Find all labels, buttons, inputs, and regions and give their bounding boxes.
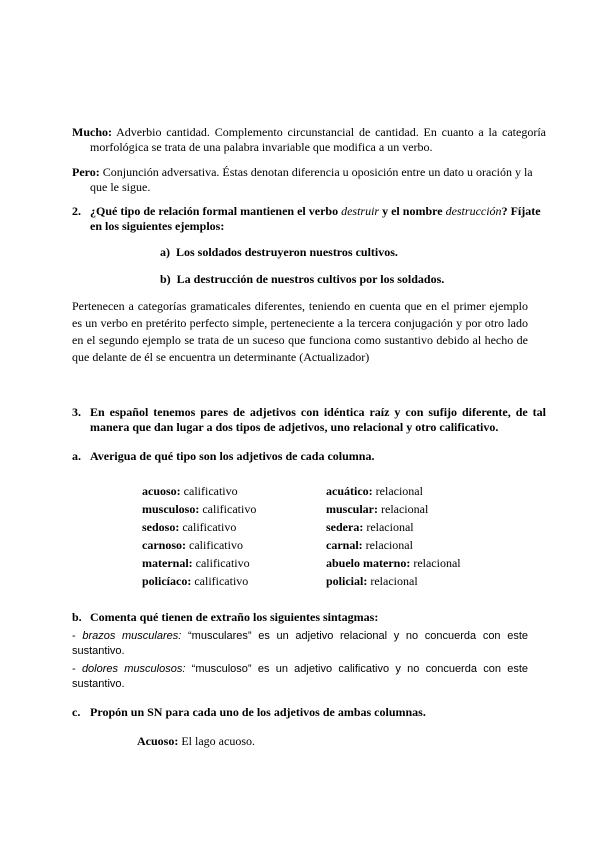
part-c-heading: [72, 705, 426, 720]
adjective-word: sedoso:: [142, 520, 180, 534]
adjective-right: [326, 484, 496, 499]
adjective-type: relacional: [381, 502, 429, 516]
definition-mucho-text: Adverbio cantidad. Complemento circunstancial de cantidad. En cuanto a la categoría morfológica se trata de una palabra invariable que modifica a un verbo.: [90, 125, 546, 154]
part-c-text: Propón un SN para cada uno de los adjetivos de ambas columnas.: [90, 705, 426, 719]
adjective-type: calificativo: [202, 502, 257, 516]
word-destruir: destruir: [341, 204, 380, 218]
part-a-heading: [72, 449, 374, 464]
adjective-word: policíaco:: [142, 574, 192, 588]
word-destruccion: destrucción: [445, 204, 502, 218]
question-3-number: 3.: [72, 405, 81, 419]
adjective-right: [326, 556, 496, 571]
adjective-type: calificativo: [194, 574, 249, 588]
adjective-word: carnal:: [326, 538, 363, 552]
example-a: [160, 245, 398, 260]
part-b-heading: [72, 610, 378, 625]
adjective-word: acuoso:: [142, 484, 181, 498]
question-2-answer: Pertenecen a categorías gramaticales diferentes, teniendo en cuenta que en el primer ejemplo es un verbo en pretérito perfecto simple, perteneciente a la tercera conjugación y por otro lado en el segundo ejemplo se trata de un suceso que funciona como sustantivo debido al hecho de que delante de él se encuentra un determinante (Actualizador): [72, 299, 528, 364]
term-mucho: Mucho:: [72, 125, 112, 139]
adjective-type: relacional: [366, 520, 414, 534]
adjective-left: [142, 556, 326, 571]
adjective-left: [142, 520, 326, 535]
question-3: [72, 405, 546, 435]
part-b-item-1-text: “musculares” es un adjetivo relacional y no concuerda con este sustantivo.: [72, 630, 529, 657]
part-c-example-text: El lago acuoso.: [181, 734, 255, 748]
adjective-type: calificativo: [189, 538, 243, 552]
example-b-label: b): [160, 272, 171, 286]
adjective-type: relacional: [365, 538, 413, 552]
part-b-item-2: [72, 662, 528, 692]
adjective-type: calificativo: [183, 484, 238, 498]
part-b-label: b.: [72, 610, 82, 624]
adjective-word: maternal:: [142, 556, 193, 570]
list-dash: -: [72, 630, 76, 642]
part-a-text: Averigua de qué tipo son los adjetivos de cada columna.: [90, 449, 375, 463]
adjective-type: relacional: [413, 556, 461, 570]
adjective-word: carnoso:: [142, 538, 186, 552]
question-2-text-c: ? Fíjate en los siguientes ejemplos:: [90, 204, 541, 233]
adjective-word: acuático:: [326, 484, 373, 498]
example-b-text: La destrucción de nuestros cultivos por los soldados.: [176, 272, 445, 286]
adjective-left: [142, 484, 326, 499]
part-c-example-word: Acuoso:: [137, 734, 179, 748]
adjective-word: sedera:: [326, 520, 364, 534]
adjective-type: relacional: [370, 574, 418, 588]
definition-pero: [72, 165, 550, 195]
example-a-text: Los soldados destruyeron nuestros cultivos.: [176, 245, 398, 259]
adjective-right: [326, 520, 496, 535]
adjective-word: policial:: [326, 574, 368, 588]
question-2-text-b: y el nombre: [382, 204, 443, 218]
phrase-brazos-musculares: brazos musculares:: [82, 630, 182, 642]
phrase-dolores-musculosos: dolores musculosos:: [81, 663, 186, 675]
example-a-label: a): [160, 245, 170, 259]
list-dash: -: [72, 663, 76, 675]
example-b: [160, 272, 444, 287]
adjective-type: calificativo: [195, 556, 250, 570]
term-pero: Pero:: [72, 165, 100, 179]
adjective-left: [142, 538, 326, 553]
question-2-number: 2.: [72, 204, 81, 218]
adjective-right: [326, 502, 496, 517]
part-a-label: a.: [72, 449, 81, 463]
adjective-type: calificativo: [182, 520, 237, 534]
part-b-item-1: [72, 629, 528, 659]
adjective-right: [326, 574, 496, 589]
question-3-text: En español tenemos pares de adjetivos con idéntica raíz y con sufijo diferente, de tal manera que dan lugar a dos tipos de adjetivos, uno relacional y otro calificativo.: [90, 405, 546, 434]
adjective-word: muscular:: [326, 502, 378, 516]
adjective-word: musculoso:: [142, 502, 200, 516]
adjective-right: [326, 538, 496, 553]
definition-pero-text: Conjunción adversativa. Éstas denotan diferencia u oposición entre un dato u oración y la que le sigue.: [90, 165, 533, 194]
definition-mucho: [72, 125, 546, 155]
adjective-table: [142, 484, 496, 589]
adjective-word: abuelo materno:: [326, 556, 411, 570]
part-c-label: c.: [72, 705, 81, 719]
part-b-item-2-text: “musculoso” es un adjetivo calificativo y no concuerda con este sustantivo.: [72, 663, 528, 690]
adjective-left: [142, 502, 326, 517]
part-b-text: Comenta qué tienen de extraño los siguientes sintagmas:: [90, 610, 379, 624]
adjective-type: relacional: [375, 484, 423, 498]
question-2-text-a: ¿Qué tipo de relación formal mantienen el verbo: [90, 204, 339, 218]
part-c-example: [137, 734, 255, 749]
question-2: [72, 204, 550, 234]
adjective-left: [142, 574, 326, 589]
